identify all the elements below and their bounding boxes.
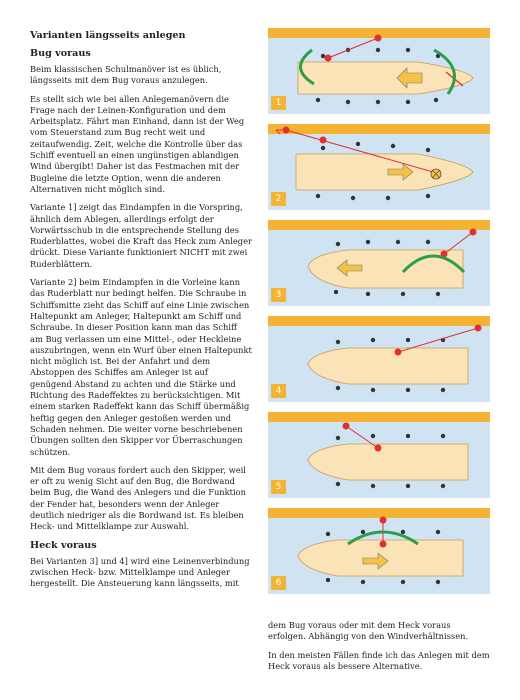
fender-dot bbox=[376, 48, 380, 52]
fender-dot bbox=[316, 98, 320, 102]
cleat-red-dot bbox=[320, 137, 327, 144]
diagram-6 bbox=[268, 508, 490, 594]
cleat-red-dot bbox=[470, 229, 477, 236]
fender-dot bbox=[406, 48, 410, 52]
fender-dot bbox=[376, 100, 380, 104]
diagram-panels bbox=[268, 28, 490, 604]
panel-number: 4 bbox=[271, 384, 286, 398]
fender-dot bbox=[406, 100, 410, 104]
section-heading: Varianten längsseits anlegen bbox=[30, 30, 186, 41]
cleat-red-dot bbox=[375, 35, 382, 42]
fender-dot bbox=[434, 98, 438, 102]
paragraph: Variante 1] zeigt das Eindampfen in die Vorspring, ähnlich dem Ablegen, allerdings erfolgt der Vorwärtsschub in die entsprechende Stellung des Ruderblattes, wobei die Kraft das Heck zum Anleger drückt. Diese Variante funktioniert NICHT mit zwei Ruderblättern. bbox=[30, 202, 252, 269]
paragraph: Es stellt sich wie bei allen Anlegemanövern die Frage nach der Leinen-Konfiguration und dem Arbeitsplatz. Fährt man Einhand, dann ist der Weg vom Steuerstand zum Bug recht weit und zeitaufwendig. Zeit, welche die Kontrolle über das Schiff eventuell an einen ungünstigen ablandigen Wind übergibt! Daher ist das Festmachen mit der Bugleine die letzte Option, wenn die anderen Alternativen nicht möglich sind. bbox=[30, 93, 245, 194]
diagram-2 bbox=[268, 124, 490, 210]
diagram-panel-5 bbox=[268, 412, 490, 498]
paragraph: dem Bug voraus oder mit dem Heck voraus erfolgen. Abhängig von den Windverhältnissen. bbox=[268, 620, 469, 642]
diagram-panel-2 bbox=[268, 124, 490, 210]
cleat-red-dot bbox=[325, 55, 332, 62]
paragraph: Bei Varianten 3] und 4] wird eine Leinenverbindung zwischen Heck- bzw. Mittelklampe und Anleger hergestellt. Die Ansteuerung kann längsseits, mit bbox=[30, 555, 250, 589]
diagram-panel-1 bbox=[268, 28, 490, 114]
panel-number: 3 bbox=[271, 288, 286, 302]
diagram-panel-3 bbox=[268, 220, 490, 306]
diagram-panel-4 bbox=[268, 316, 490, 402]
diagram-3 bbox=[268, 220, 490, 306]
diagram-1 bbox=[268, 28, 490, 114]
paragraph: In den meisten Fällen finde ich das Anlegen mit dem Heck voraus als bessere Alternative. bbox=[268, 649, 490, 671]
fender-dot bbox=[346, 100, 350, 104]
right-column-text bbox=[268, 620, 490, 679]
paragraph: Beim klassischen Schulmanöver ist es üblich, längsseits mit dem Bug voraus anzulegen. bbox=[30, 64, 222, 86]
diagram-panel-6 bbox=[268, 508, 490, 594]
paragraph: Variante 2] beim Eindampfen in die Vorleine kann das Ruderblatt nur bedingt helfen. Die Schraube in Schiffsmitte zieht das Schiff auf eine Linie zwischen Haltepunkt am Anleger, Haltepunkt am Schiff und Schraube. In dieser Position kann man das Schiff am Bug verlassen um eine Mittel-, oder Heckleine auszubringen, wenn ein Wurf über einen Haltepunkt nicht möglich ist. Bei der Anfahrt und dem Abstoppen des Schiffes am Anleger ist auf genügend Abstand zu achten und die Stärke und Richtung des Radeffektes zu berücksichtigen. Mit einem starken Radeffekt kann das Schiff übermäßig heftig gegen den Anleger gestoßen werden und Schaden nehmen. Die weiter vorne beschriebenen Übungen sollten den Skipper vor Überraschungen schützen. bbox=[30, 277, 252, 457]
panel-number: 6 bbox=[271, 576, 286, 590]
subheading-bug-voraus: Bug voraus bbox=[30, 48, 91, 59]
paragraph: Mit dem Bug voraus fordert auch den Skipper, weil er oft zu wenig Sicht auf den Bug, die Bordwand beim Bug, die Wand des Anlegers und die Funktion der Fender hat, besonders wenn der Anleger deutlich niedriger als die Bordwand ist. Es bleiben Heck- und Mittelklampe zur Auswahl. bbox=[30, 464, 247, 532]
cleat-red-dot bbox=[283, 127, 290, 134]
panel-number: 1 bbox=[271, 96, 286, 110]
diagram-4 bbox=[268, 316, 490, 402]
left-column bbox=[30, 30, 252, 596]
panel-number: 5 bbox=[271, 480, 286, 494]
diagram-5 bbox=[268, 412, 490, 498]
subheading-heck-voraus: Heck voraus bbox=[30, 539, 97, 551]
panel-number: 2 bbox=[271, 192, 286, 206]
